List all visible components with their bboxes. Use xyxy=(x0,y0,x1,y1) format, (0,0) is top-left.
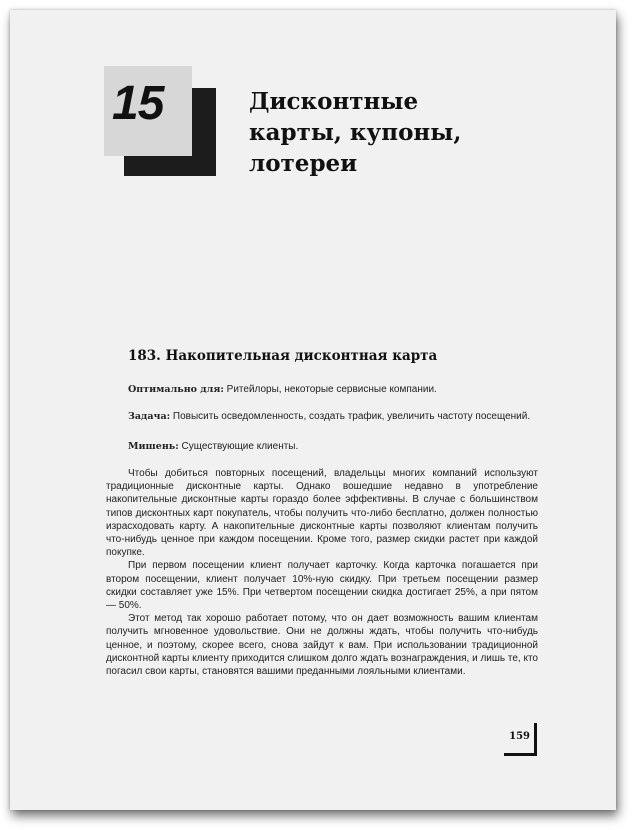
paragraph: Чтобы добиться повторных посещений, владельцы многих компаний используют традиционные дисконтные карты. Однако вошедшие недавно в употребление накопительные дисконтные карты гораздо более эффективны. В случае с большинством типов дисконтных карт покупатель, чтобы получить что-либо бесплатно, должен полностью израсходовать карту. А накопительные дисконтные карты позволяют клиентам получить что-нибудь ценное при каждом посещении. Кроме того, размер скидки растет при каждой покупке. xyxy=(106,468,538,559)
task-text: Повысить осведомленность, создать трафик, увеличить частоту посещений. xyxy=(170,411,531,422)
optimal-for-line xyxy=(128,384,548,395)
target-line xyxy=(128,441,548,452)
chapter-title xyxy=(249,86,569,179)
chapter-number-block xyxy=(104,66,216,176)
chapter-title-line-1: Дисконтные xyxy=(249,88,419,115)
chapter-title-line-2: карты, купоны, xyxy=(249,119,462,146)
task-line xyxy=(128,411,548,422)
target-text: Существующие клиенты. xyxy=(178,441,299,452)
paragraph: При первом посещении клиент получает карточку. Когда карточка погашается при втором посещении, клиент получает 10%-ную скидку. При третьем посещении размер скидки составляет уже 15%. При четвертом посещении скидка достигает 25%, а при пятом — 50%. xyxy=(106,560,538,612)
optimal-for-label: Оптимально для: xyxy=(128,384,224,395)
paragraph: Этот метод так хорошо работает потому, что он дает возможность вашим клиентам получить мгновенное удовольствие. Они не должны ждать, чтобы получить что-нибудь ценное, и поэтому, скорее всего, снова зайдут к вам. При использовании традиционной дисконтной карты клиенту приходится слишком долго ждать вознаграждения, и лишь те, кто погасил свои карты, становятся вашими преданными лояльными клиентами. xyxy=(106,613,538,678)
page-number-box xyxy=(504,723,537,756)
book-page xyxy=(10,10,616,810)
task-label: Задача: xyxy=(128,411,171,422)
chapter-title-line-3: лотереи xyxy=(249,150,358,177)
page-number: 159 xyxy=(509,731,530,742)
section-title: 183. Накопительная дисконтная карта xyxy=(128,348,438,364)
target-label: Мишень: xyxy=(128,441,179,452)
body-text xyxy=(106,467,538,678)
chapter-number: 15 xyxy=(112,77,164,130)
optimal-for-text: Ритейлоры, некоторые сервисные компании. xyxy=(223,384,437,395)
